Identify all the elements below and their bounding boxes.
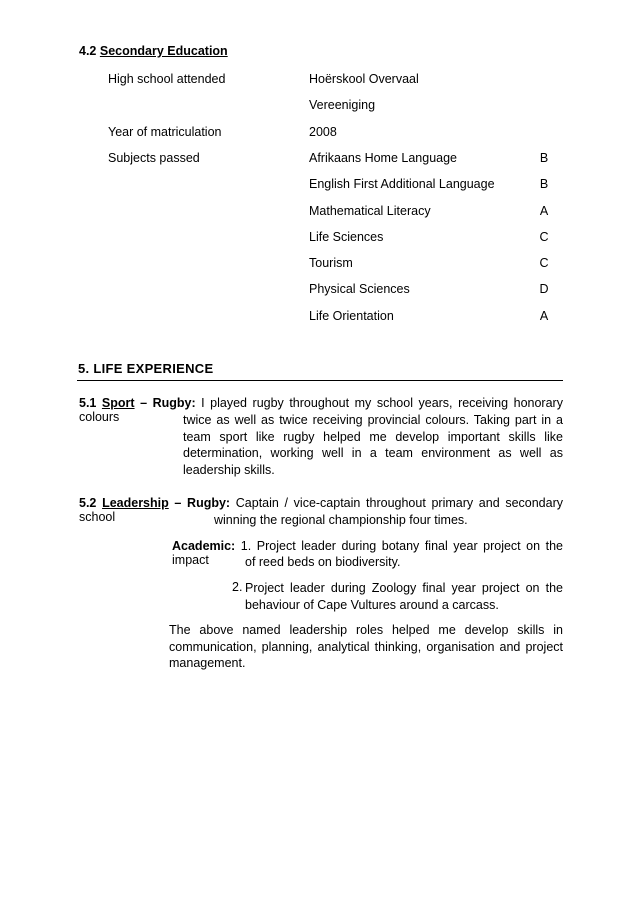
section-heading-secondary-education — [79, 44, 228, 58]
subject-grade: B — [539, 177, 549, 191]
section-number: 4.2 — [79, 44, 97, 58]
academic-label: Academic: — [172, 539, 236, 553]
row-value: 2008 — [309, 125, 337, 139]
subject-name: Life Orientation — [309, 309, 394, 323]
subject-grade: A — [539, 309, 549, 323]
sport-dash: – — [140, 396, 148, 410]
section-title: Secondary Education — [99, 44, 228, 58]
leadership-dash: – — [174, 496, 182, 510]
section-heading-life-experience: 5. LIFE EXPERIENCE — [78, 361, 214, 376]
leadership-summary: The above named leadership roles helped me develop skills in communication, planning, analytical thinking, organisation and project management. — [169, 623, 563, 670]
subject-grade: A — [539, 204, 549, 218]
sport-sub-label: Rugby: — [152, 396, 196, 410]
row-label: Year of matriculation — [108, 125, 222, 139]
leadership-text-line2: winning the regional championship four times. — [214, 513, 468, 527]
academic-item-2-text: Project leader during Zoology final year project on the behaviour of Cape Vultures around a carcass. — [245, 581, 563, 612]
subject-grade: B — [539, 151, 549, 165]
subject-grade: C — [539, 230, 549, 244]
academic-item-2-number: 2. — [232, 580, 243, 594]
academic-item-1-line2: of reed beds on biodiversity. — [245, 555, 401, 569]
leadership-sub-label: Rugby: — [187, 496, 231, 510]
subject-name: Tourism — [309, 256, 353, 270]
sport-text-line1: I played rugby throughout my school years, receiving honorary colours — [79, 396, 563, 424]
heading-rule — [77, 380, 563, 381]
subject-name: Physical Sciences — [309, 282, 410, 296]
leadership-number: 5.2 — [79, 496, 97, 510]
subject-name: Mathematical Literacy — [309, 204, 431, 218]
sport-text: twice as well as twice receiving provincial colours. Taking part in a team sport like rugby helped me develop important skills like determination, working well in a team environment as well as leadership skills. — [183, 413, 563, 477]
leadership-title: Leadership — [102, 496, 169, 510]
subject-name: English First Additional Language — [309, 177, 495, 191]
row-label: Subjects passed — [108, 151, 200, 165]
sport-title: Sport — [101, 396, 135, 410]
row-label: High school attended — [108, 72, 226, 86]
academic-item-1-number: 1. — [240, 539, 252, 553]
sport-number: 5.1 — [79, 396, 97, 410]
subject-grade: D — [539, 282, 549, 296]
leadership-text-line1: Captain / vice-captain throughout primary and secondary school — [79, 496, 563, 524]
row-value: Vereeniging — [309, 98, 376, 112]
academic-item-1-line1: Project leader during botany final year project on the impact — [172, 539, 563, 567]
row-value: Hoërskool Overvaal — [309, 72, 419, 86]
subject-grade: C — [539, 256, 549, 270]
subject-name: Afrikaans Home Language — [309, 151, 458, 165]
subject-name: Life Sciences — [309, 230, 384, 244]
